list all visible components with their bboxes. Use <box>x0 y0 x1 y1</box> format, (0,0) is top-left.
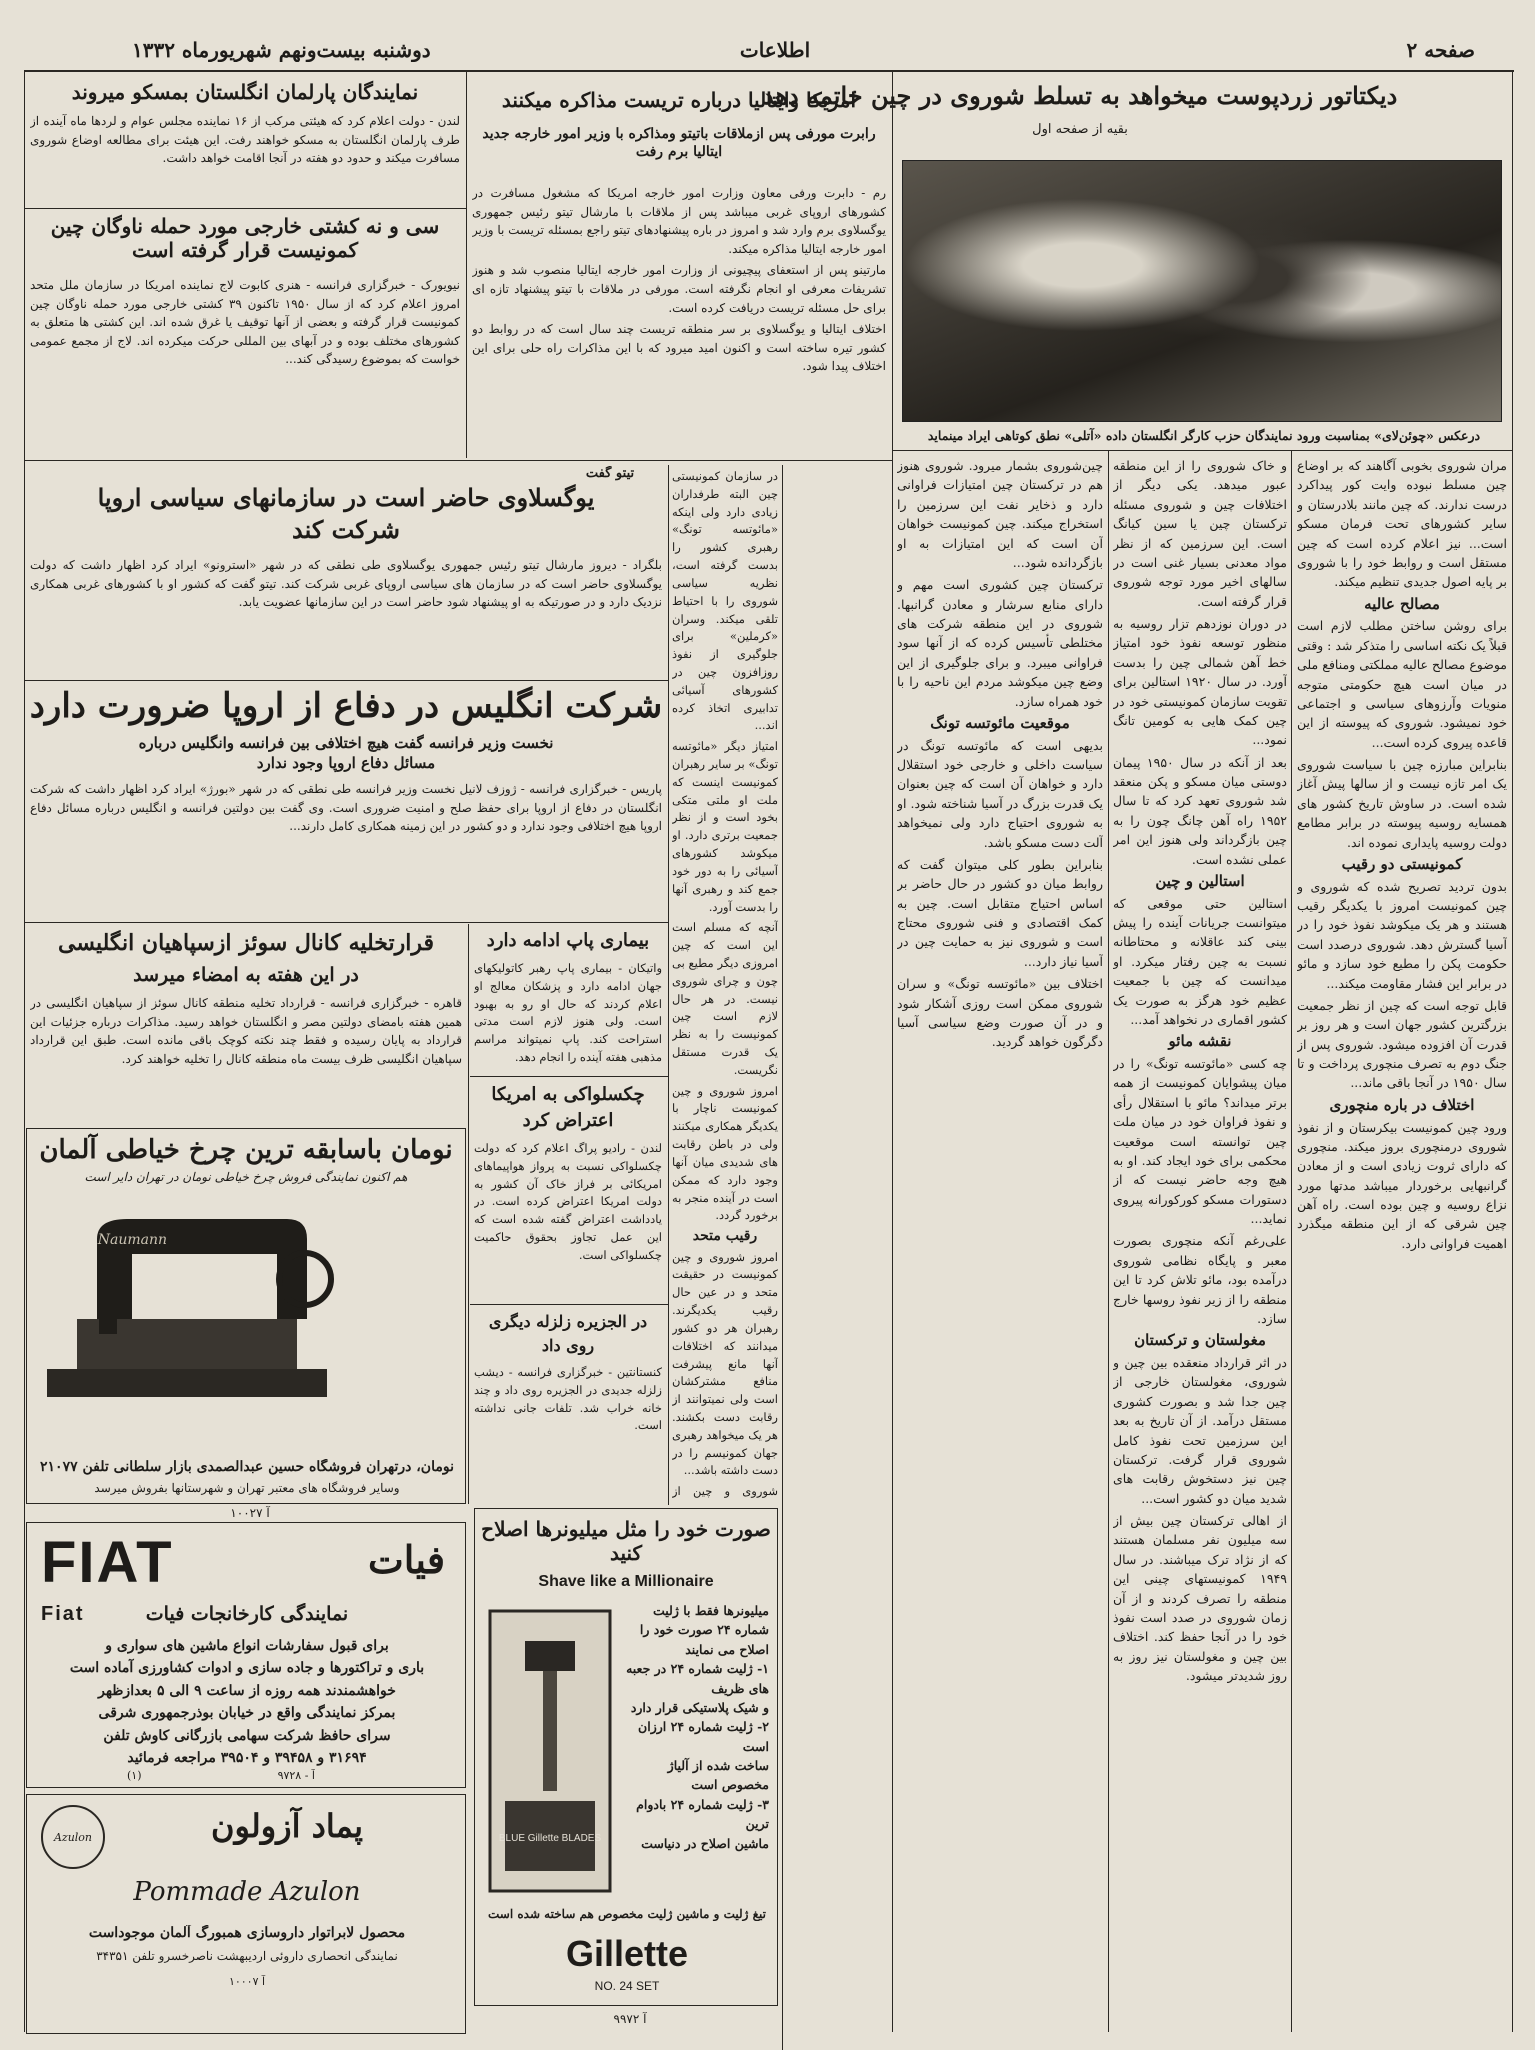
subheading: کمونیستی دو رقیب <box>1341 854 1463 873</box>
ad-body <box>37 1635 457 1769</box>
paragraph: قابل توجه است که چین از نظر جمعیت بزرگترین کشور جهان است و هر روز بر قدرت آن افزوده میشود. شوروی پس از جنگ دوم به تصرف منچوری پرداخت و تا سال ۱۹۵۰ در آنجا باقی ماند... <box>1297 997 1507 1091</box>
article-body <box>474 1140 662 1300</box>
paragraph: چه کسی «مائوتسه تونگ» را در میان پیشوایان کمونیست از همه برتر میداند؟ مائو با استقلال رأی و نفوذ فراوان خود در میان ملت چین توانسته است موقعیت محکمی برای خود ایجاد کند. او به هیچ وجه حاضر نیست که از دستورات مسکو کورکورانه پیروی نماید... <box>1113 1056 1287 1226</box>
paragraph: اختلاف ایتالیا و یوگسلاوی بر سر منطقه تریست چند سال است که در روابط دو کشور تیره ساخته است و اکنون امید میرود که با این مذاکرات راه حلی برای این اختلاف پیدا شود. <box>472 322 886 374</box>
article-column <box>672 468 778 1498</box>
subheading: مصالح عالیه <box>1364 594 1440 613</box>
ad-line: و شیک پلاستیکی قرار دارد <box>630 1699 769 1715</box>
news-photo <box>902 160 1502 422</box>
column-rule <box>468 924 469 1504</box>
ad-address: نومان، درتهران فروشگاه حسین عبدالصمدی بازار سلطانی تلفن ۲۱۰۷۷ <box>40 1459 454 1475</box>
subheading: نقشه مائو <box>1168 1032 1232 1051</box>
ad-title: پماد آزولون <box>210 1807 364 1845</box>
ad-line: ۲- ژلیت شماره ۲۴ ارزان است <box>638 1719 769 1754</box>
column-rule <box>1512 72 1513 2032</box>
ad-line: برای قبول سفارشات انواع ماشین های سواری و <box>105 1638 389 1654</box>
paragraph: نیویورک - خبرگزاری فرانسه - هنری کابوت لاج نماینده امریکا در سازمان ملل متحد امروز اعلام کرد که از سال ۱۹۵۰ تاکنون ۳۹ کشتی خارجی مورد حمله ناوگان چین کمونیست قرار گرفته و بعضی از آنها توقیف یا غرق شده اند. این کشتی ها متعلق به کشورهای مختلف بوده و در آبهای بین المللی حرکت میکرده اند. لاج از مجمع عمومی خواست که بموضوع رسیدگی کند... <box>30 278 460 367</box>
column-rule <box>466 72 467 458</box>
ad-body <box>619 1601 769 1853</box>
sewing-machine-ad <box>26 1128 466 1504</box>
article-body <box>474 1364 662 1500</box>
paragraph: برای روشن ساختن مطلب لازم است قبلاً یک نکته اساسی را متذکر شد : وقتی موضوع مصالح عالیه مملکتی ومنافع ملی در میان است هیچ حکومتی متوجه منویات وآرزوهای سیاسی و اجتماعی خود نمیشود. شوروی که پیوسته از این قاعده پیروی کرده است... <box>1297 618 1507 750</box>
article-subheadline: نخست وزیر فرانسه گفت هیچ اختلافی بین فرانسه وانگلیس درباره <box>138 734 554 752</box>
column-rule <box>1291 450 1292 2032</box>
azulon-ad <box>26 1794 466 2034</box>
emblem-text: Azulon <box>53 1830 93 1844</box>
paragraph: ورود چین کمونیست بیکرستان و از نفوذ شوروی درمنچوری بروز میکند. منچوری که دارای ثروت زیادی است و از معادن گرانبهایی برخوردار میباشد مدتها مورد نزاع روسیه و چین بوده است. راه آهن چین شرقی که از این منطقه میگذرد اهمیت فراوانی دارد. <box>1297 1119 1507 1251</box>
paragraph: از اهالی ترکستان چین بیش از سه میلیون نفر مسلمان هستند که از نژاد ترک میباشند. در سال ۱۹۴۹ کمونیستهای چینی این منطقه را تصرف کردند و از آن زمان شوروی در صدد است نفوذ خود را در آنجا حفظ کند. اختلاف بین چین و مغولستان نیز روز به روز شدیدتر میشود. <box>1113 1513 1287 1683</box>
caption-rule <box>892 450 1512 451</box>
article-subheadline: در این هفته به امضاء میرسد <box>133 964 359 986</box>
ad-line: محصول لابراتوار داروسازی همبورگ آلمان موجوداست <box>88 1925 406 1941</box>
article-body <box>30 994 462 1122</box>
ad-line: میلیونرها فقط با ژلیت شماره ۲۴ صورت خود را اصلاح می نمایند <box>639 1603 769 1657</box>
column-rule <box>892 72 893 2032</box>
ad-code: آ ۹۹۷۲ <box>613 2012 647 2026</box>
paragraph: لندن - رادیو پراگ اعلام کرد که دولت چکسلواکی نسبت به پرواز هواپیماهای امریکائی بر فراز خاک آن کشور به دولت امریکا اعتراض کرده است. در یادداشت اعتراض گفته شده است که این عمل تجاوز بحقوق حاکمیت چکسلواکی است. <box>474 1141 662 1262</box>
ad-code: آ ۱۰۰۰۷ <box>228 1975 266 1988</box>
paper-name: اطلاعات <box>739 38 811 62</box>
paragraph: در اثر قرارداد منعقده بین چین و شوروی، مغولستان خارجی از چین جدا شد و بصورت کشوری مستقل درآمد. از آن تاریخ به بعد این سرزمین تحت نفوذ کامل شوروی قرار گرفت. ترکستان چین نیز دستخوش رقابت های شدید میان دو کشور است... <box>1113 1355 1287 1506</box>
article-headline: یوگسلاوی حاضر است در سازمانهای سیاسی اروپا <box>97 484 595 512</box>
page-number: صفحه ۲ <box>1406 38 1475 62</box>
paragraph: علی‌رغم آنکه منچوری بصورت معبر و پایگاه نظامی شوروی درآمده بود، مائو تلاش کرد تا این منطقه را از زیر نفوذ روسها خارج سازد. <box>1113 1233 1287 1326</box>
column-rule <box>782 465 783 2050</box>
article-body <box>474 960 662 1070</box>
subheading: استالین و چین <box>1155 871 1245 890</box>
article-rule <box>24 680 668 681</box>
paragraph: قاهره - خبرگزاری فرانسه - قرارداد تخلیه منطقه کانال سوئز از سپاهیان انگلیسی در همین هفته بامضای دولتین مصر و انگلستان خواهد رسید. مذاکرات درباره جزئیات این قرارداد به پایان رسیده و فقط چند نکته کوچک باقی مانده است. طبق این قرارداد سپاهیان انگلیسی ظرف بیست ماه منطقه کانال را تخلیه خواهند کرد. <box>30 996 462 1066</box>
paragraph: بدون تردید تصریح شده که شوروی و چین کمونیست امروز با یکدیگر رقیب هستند و هر یک میکوشد نفوذ خود را در آسیا گسترش دهد. شوروی درصدد است حکومت پکن را مطیع خود سازد و مائو در برابر این فشار مقاومت میکند... <box>1297 878 1507 991</box>
paragraph: چین‌شوروی بشمار میرود. شوروی هنوز هم در ترکستان چین امتیازات فراوانی دارد و ذخایر نفت این سرزمین را استخراج میکند. چین کمونیست خواهان آن است که این امتیازات به او بازگردانده شود... <box>897 458 1103 570</box>
brand-on-machine: Naumann <box>97 1232 167 1248</box>
ad-line: سرای حافظ شرکت سهامی بازرگانی کاوش تلفن <box>103 1727 391 1744</box>
article-body <box>30 276 460 456</box>
ad-subtitle: نمایندگی کارخانجات فیات <box>145 1603 349 1625</box>
masthead-rule <box>24 70 1514 72</box>
paragraph: استالین حتی موقعی که میتوانست جریانات آینده را پیش بینی کند عاقلانه و محتاطانه نسبت به چین رفتار میکرد. او میدانست که چین با جمعیت عظیم خود هرگز به صورت یک کشور اقماری در نخواهد آمد... <box>1113 895 1287 1027</box>
article-rule <box>470 1076 668 1077</box>
fiat-logo: FIAT <box>41 1530 174 1595</box>
ad-latin-title: Pommade Azulon <box>133 1877 361 1907</box>
article-column <box>897 456 1103 2036</box>
article-rule <box>24 922 668 923</box>
paragraph: بعد از آنکه در سال ۱۹۵۰ پیمان دوستی میان مسکو و پکن منعقد شد شوروی تعهد کرد که تا سال ۱۹۵۲ راه آهن چانگ چون را به چین بازگرداند ولی هنوز این امر عملی نشده است. <box>1113 754 1287 867</box>
article-headline: روی داد <box>541 1336 595 1355</box>
main-headline: دیکتاتور زردپوست میخواهد به تسلط شوروی در چین خاتمه دهد <box>762 82 1398 110</box>
ad-line: باری و تراکتورها و جاده سازی و ادوات کشاورزی آماده است <box>69 1660 425 1677</box>
fiat-ad <box>26 1522 466 1788</box>
article-column <box>1297 456 1507 2036</box>
paragraph: اختلاف بین «مائوتسه تونگ» و سران شوروی ممکن است روزی آشکار شود و در آن صورت وضع سیاسی آسیا دگرگون خواهد گردید. <box>897 976 1103 1050</box>
article-subheadline: رابرت مورفی پس ازملاقات باتیتو ومذاکره با وزیر امور خارجه جدید ایتالیا برم رفت <box>482 126 876 160</box>
ad-headline: صورت خود را مثل میلیونرها اصلاح کنید <box>481 1517 771 1565</box>
needle-bar <box>99 1294 117 1334</box>
gillette-logo: Gillette <box>565 1933 689 1974</box>
gillette-ad <box>474 1508 778 2006</box>
article-headline: شرکت کند <box>292 516 400 544</box>
subheading: مغولستان و ترکستان <box>1134 1331 1266 1350</box>
paragraph: پاریس - خبرگزاری فرانسه - ژوزف لانیل نخست وزیر فرانسه طی نطقی که در شهر «بورژ» ایراد کرد اظهار داشت که شرکت انگلستان در دفاع از اروپا برای حفظ صلح و امنیت ضروری است. وی گفت بین دولتین فرانسه و انگلیس درباره مسائل دفاع اروپا هیچ اختلافی وجود ندارد و دو کشور در این زمینه همکاری کامل دارند... <box>30 782 662 834</box>
ad-english: Shave like a Millionaire <box>538 1573 714 1590</box>
ad-line: نمایندگی انحصاری داروئی اردیبهشت ناصرخسرو تلفن ۳۴۳۵۱ <box>96 1949 398 1963</box>
column-rule <box>1108 450 1109 2032</box>
article-body <box>30 112 460 204</box>
ad-line: ساخت شده از آلیاژ مخصوص است <box>667 1758 769 1793</box>
blade-box-label: BLUE Gillette BLADES <box>498 1833 602 1844</box>
paragraph: امتیاز دیگر «مائوتسه تونگ» بر سایر رهبران کمونیست اینست که ملت او ملتی متکی بخود است و از نظر جمعیت برتری دارد. او میکوشد کشورهای آسیائی را به دور خود جمع کند و رهبری آنها را بدست آورد. <box>672 739 778 914</box>
article-headline: اعتراض کرد <box>522 1110 614 1131</box>
article-rule <box>470 1304 668 1305</box>
ad-title: نومان باسابقه ترین چرخ خیاطی آلمان <box>39 1135 453 1165</box>
ad-number: (۱) <box>127 1769 142 1782</box>
paragraph: در سازمان کمونیستی چین البته طرفداران زیادی دارد ولی اینکه «مائوتسه تونگ» رهبری کشور را بدست گرفته است، نظریه سیاسی شوروی را با احتیاط تلقی میکند. وسران «کرملین» برای جلوگیری از نفوذ روزافزون چین در کشورهای آسیائی تدابیری اتخاذ کرده اند... <box>672 469 778 733</box>
subheading: موقعیت مائوتسه تونگ <box>930 713 1070 732</box>
sewing-machine-illustration <box>37 1199 337 1409</box>
section-rule <box>24 460 892 461</box>
paragraph: بنابراین بطور کلی میتوان گفت که روابط میان دو کشور در حال حاضر بر اساس احتیاج متقابل است. چین به کمک اقتصادی و فنی شوروی محتاج است و شوروی نیز به حمایت چین در آسیا نیاز دارد... <box>897 856 1103 969</box>
paragraph: کنستانتین - خبرگزاری فرانسه - دیشب زلزله جدیدی در الجزیره روی داد و چند خانه خراب شد. تلفات جانی نداشته است. <box>474 1365 662 1433</box>
paragraph: در دوران نوزدهم تزار روسیه به منظور توسعه نفوذ خود امتیاز خط آهن شمالی چین را بدست آورد. در سال ۱۹۲۰ استالین برای تقویت سازمان کمونیستی خود در چین کمک هایی به کومین تانگ نمود... <box>1113 616 1287 748</box>
kicker: تیتو گفت <box>585 466 635 481</box>
ad-line: ۳- ژلیت شماره ۲۴ بادوام ترین <box>636 1796 769 1832</box>
ad-code: آ ۱۰۰۲۷ <box>230 1506 270 1520</box>
ad-code: آ - ۹۷۲۸ <box>277 1769 315 1782</box>
paragraph: بدیهی است که مائوتسه تونگ در سیاست داخلی و خارجی خود استقلال دارد و خواهان آن است که چین بعنوان یک قدرت بزرگ در آسیا شناخته شود. او به شوروی احتیاج دارد ولی نمیخواهد آلت دست مسکو باشد. <box>897 737 1103 850</box>
paragraph: آنچه که مسلم است این است که چین امروزی دیگر مطیع بی چون و چرای شوروی نیست. در هر حال لازم است چین کمونیست را به نظر یک قدرت مستقل نگریست. <box>672 920 778 1077</box>
ad-footer: تیغ ژلیت و ماشین ژلیت مخصوص هم ساخته شده است <box>488 1907 766 1921</box>
machine-base <box>47 1369 327 1397</box>
fiat-inline-brand: Fiat <box>41 1603 85 1625</box>
article-headline: در الجزیره زلزله دیگری <box>488 1312 648 1331</box>
continued-note: بقیه از صفحه اول <box>1032 122 1128 137</box>
article-headline: امریکا وایتالیا درباره تریست مذاکره میکنند <box>501 88 857 112</box>
ad-address-2: وسایر فروشگاه های معتبر تهران و شهرستانها بفروش میرسد <box>94 1481 400 1495</box>
azulon-emblem <box>41 1805 105 1869</box>
paragraph: بنابراین مبارزه چین با سیاست شوروی یک امر تازه نیست و از سالها پیش آغاز شده است. در ساوش تاریخ کشور های همسایه روسیه پیوسته در برابر مطامع دولت روسیه پایداری نموده اند. <box>1297 757 1507 850</box>
article-column <box>1113 456 1287 2036</box>
article-headline: سی و نه کشتی خارجی مورد حمله ناوگان چین کمونیست قرار گرفته است <box>50 214 440 262</box>
razor-handle <box>543 1671 557 1791</box>
article-body <box>472 184 886 452</box>
paragraph: و خاک شوروی را از این منطقه عبور میدهد. یکی دیگر از اختلافات چین و شوروی مسئله ترکستان چین یا سین کیانگ است. این سرزمین که از نظر مواد معدنی بسیار غنی است در سالهای اخیر مورد توجه شوروی قرار گرفته است. <box>1113 458 1287 609</box>
issue-date: دوشنبه بیست‌ونهم شهریورماه ۱۳۳۲ <box>132 38 431 62</box>
ad-line: بمرکز نمایندگی واقع در خیابان بوذرجمهوری شرقی <box>98 1705 396 1722</box>
ad-line: ماشین اصلاح در دنیاست <box>641 1835 769 1851</box>
paragraph: مران شوروی بخوبی آگاهند که بر اوضاع چین مسلط نبوده وایت کور پیداکرد درست ندارند. که چین مانند بلادرستان و سایر کشورهای تحت فرمان مسکو است... نیز اعلام کرده است که چین مستقل است و روابط خود را با شوروی بر پایه اصول جدیدی تنظیم میکند. <box>1297 458 1507 590</box>
razor-illustration <box>485 1601 615 1901</box>
paragraph: لندن - دولت اعلام کرد که هیئتی مرکب از ۱۶ نماینده مجلس عوام و لردها ماه آینده از طرف پارلمان انگلستان به مسکو خواهند رفت. این هیئت برای مطالعه اوضاع شوروی مسافرت میکند و حدود دو هفته در آنجا اقامت خواهد داشت. <box>30 114 460 166</box>
razor-head <box>525 1641 575 1671</box>
paragraph: ترکستان چین کشوری است مهم و دارای منابع سرشار و معادن گرانبها. شوروی در این منطقه شرکت های مختلطی تأسیس کرده که از آنها سود فراوانی میبرد. و برای جلوگیری از این وضع چین میکوشد مردم این ناحیه را با خود همراه سازد. <box>897 577 1103 709</box>
paragraph: امروز شوروی و چین کمونیست ناچار با یکدیگر همکاری میکنند ولی در باطن رقابت های شدیدی میان آنها وجود دارد که ممکن است در آینده منجر به برخورد گردد. <box>672 1083 778 1223</box>
fiat-name: فیات <box>368 1537 445 1582</box>
article-rule <box>24 208 466 209</box>
column-rule <box>668 465 669 1505</box>
paragraph: مارتینو پس از استعفای پیچیونی از وزارت امور خارجه ایتالیا منصوب شد و هنوز تشریفات معرفی او انجام نگرفته است. مورفی در ملاقات با تیتو پیشنهاد تازه ای برای حل مسئله تریست دریافت کرده است. <box>472 263 886 315</box>
paragraph: واتیکان - بیماری پاپ رهبر کاتولیکهای جهان ادامه دارد و پزشکان معالج او اعلام کردند که حال او رو به بهبود است. ولی هنوز لازم است مدتی استراحت کند. پاپ نمیتواند مراسم مذهبی هفته آینده را انجام دهد. <box>474 961 662 1065</box>
paragraph: شوروی و چین از <box>672 1484 778 1498</box>
column-rule <box>24 72 25 2032</box>
article-body <box>30 780 662 920</box>
article-subheadline: مسائل دفاع اروپا وجود ندارد <box>256 754 436 772</box>
article-headline: نمایندگان پارلمان انگلستان بمسکو میروند <box>71 80 419 104</box>
article-body <box>30 556 662 676</box>
paragraph: امروز شوروی و چین کمونیست در حقیقت متحد و در عین حال رقیب یکدیگرند. رهبران هر دو کشور میدانند که اختلافات آنها مانع پیشرفت منافع مشترکشان است ولی نمیتوانند از رقابت دست بکشند. هر یک میخواهد رهبری جهان کمونیسم را در دست داشته باشد... <box>672 1249 778 1478</box>
article-headline: چکسلواکی به امریکا <box>491 1084 645 1105</box>
subheading: اختلاف در باره منچوری <box>1329 1095 1475 1114</box>
paragraph: بلگراد - دیروز مارشال تیتو رئیس جمهوری یوگسلاوی طی نطقی که در شهر «استرونو» ایراد کرد اظهار داشت که دولت یوگسلاوی حاضر است که در سازمان های سیاسی اروپای غربی شرکت کند. تیتو گفت که کشور او با کشورهای غربی همکاری نزدیک دارد و در صورتیکه به او پیشنهاد شود حاضر است در این سازمانها عضویت یابد. <box>30 558 662 610</box>
article-headline: بیماری پاپ ادامه دارد <box>486 930 650 951</box>
ad-line: ۳۱۶۹۴ و ۳۹۴۵۸ و ۳۹۵۰۴ مراجعه فرمائید <box>127 1749 367 1766</box>
article-headline: شرکت انگلیس در دفاع از اروپا ضرورت دارد <box>29 686 663 726</box>
photo-caption: درعکس «چوئن‌لای» بمناسبت ورود نمایندگان حزب کارگر انگلستان داده «آتلی» نطق کوتاهی ایراد مینماید <box>927 428 1481 443</box>
ad-line: ۱- ژلیت شماره ۲۴ در جعبه های ظریف <box>626 1661 769 1696</box>
ad-line: خواهشمندند همه روزه از ساعت ۹ الی ۵ بعدازظهر <box>98 1682 396 1699</box>
paragraph: رم - دابرت ورفی معاون وزارت امور خارجه امریکا که مشغول مسافرت در کشورهای اروپای غربی میباشد پس از ملاقات با مارشال تیتو رئیس جمهوری یوگسلاوی برم وارد شد و امروز در باره پیشنهادهای تیتو راجع بمسئله تریست با وزیر امور خارجه ایتالیا مذاکره میکند. <box>472 186 886 256</box>
ad-script-line: هم اکنون نمایندگی فروش چرخ خیاطی نومان در تهران دایر است <box>84 1170 408 1185</box>
article-headline: قرارتخلیه کانال سوئز ازسپاهیان انگلیسی <box>58 930 434 956</box>
subheading: رقیب متحد <box>692 1228 758 1245</box>
ad-model: NO. 24 SET <box>594 1979 660 1993</box>
